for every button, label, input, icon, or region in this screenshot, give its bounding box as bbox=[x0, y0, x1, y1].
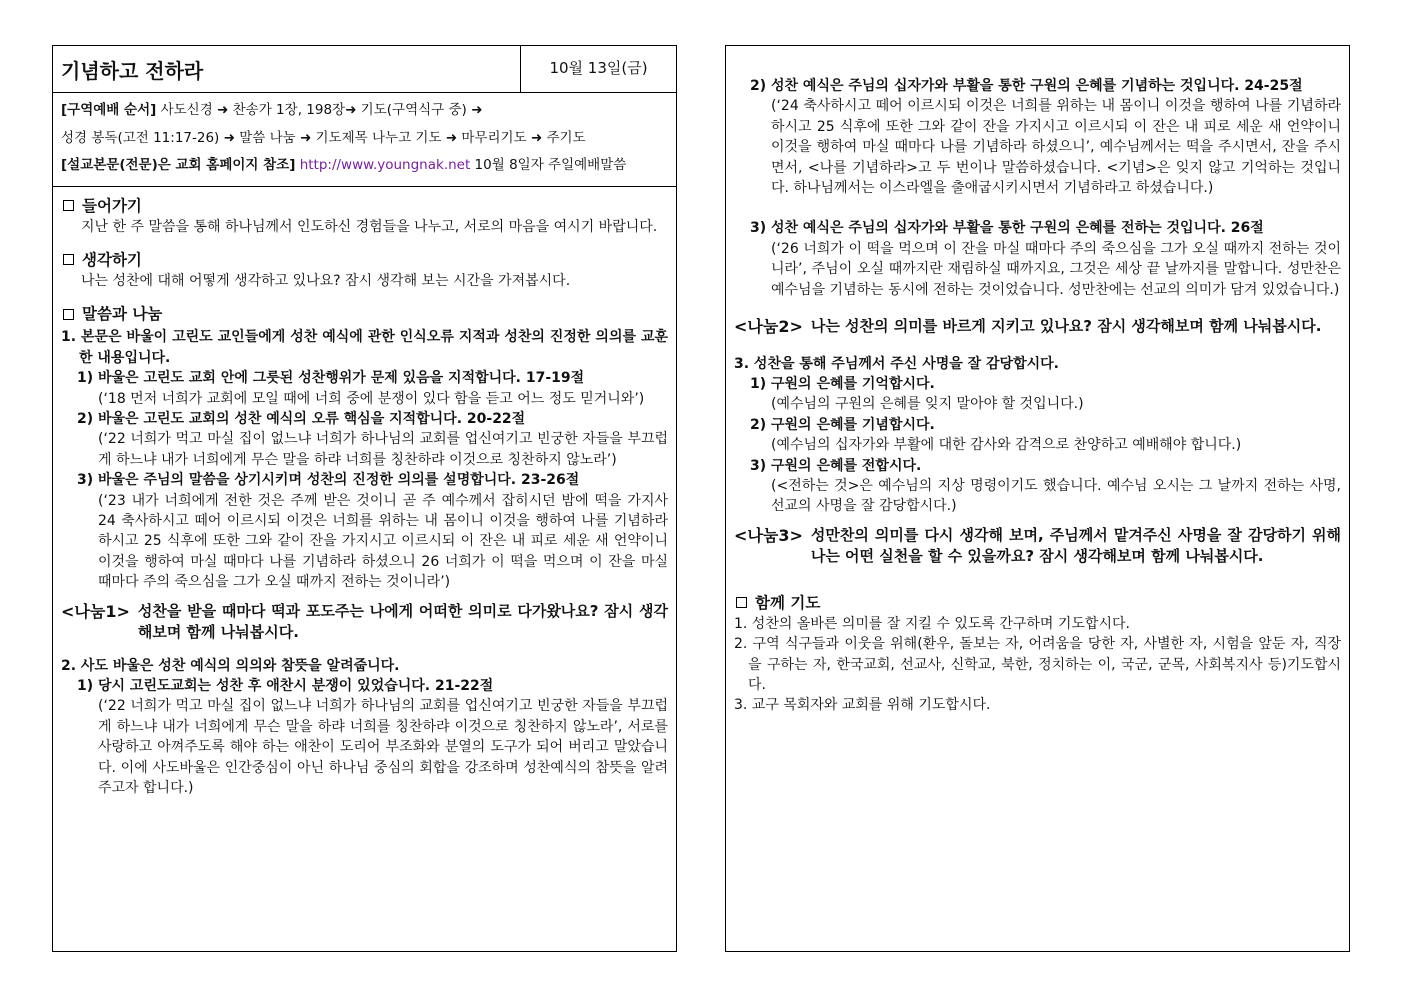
order-label: [구역예배 순서] bbox=[61, 102, 157, 118]
checkbox-square-icon bbox=[63, 200, 74, 211]
prayer-item: 2. 구역 식구들과 이웃을 위해(환우, 돌보는 자, 어려움을 당한 자, 사별한 자, 시험을 앞둔 자, 직장을 구하는 자, 한국교회, 선교사, 신학교, 북한, 정치하는 이, 국군, 군목, 사회복지사 등)기도합시다. bbox=[734, 636, 1341, 694]
section-heading: 생각하기 bbox=[61, 249, 668, 271]
think-text: 나는 성찬에 대해 어떻게 생각하고 있나요? 잠시 생각해 보는 시간을 가져봅시다. bbox=[81, 272, 571, 289]
share-label: <나눔3> bbox=[734, 525, 803, 545]
point-3-1: 1) 구원의 은혜를 기억합시다. bbox=[750, 375, 935, 392]
page-title: 기념하고 전하라 bbox=[61, 59, 204, 83]
point-2-2: 2) 성찬 예식은 주님의 십자가와 부활을 통한 구원의 은혜를 기념하는 것입니다. 24-25절 bbox=[750, 78, 1303, 94]
prayer-item: 3. 교구 목회자와 교회를 위해 기도합시다. bbox=[734, 697, 991, 714]
section-heading: 함께 기도 bbox=[734, 592, 1341, 614]
worship-order bbox=[53, 93, 676, 187]
quote-1-2: (‘22 너희가 먹고 마실 집이 없느냐 너희가 하나님의 교회를 업신여기고 빈궁한 자들을 부끄럽게 하느냐 내가 너희에게 무슨 말을 하랴 너희를 칭찬하랴 이것으로 칭찬하지 않노라’) bbox=[98, 431, 668, 468]
order-line-1 bbox=[61, 97, 668, 125]
point-3: 3. 성찬을 통해 주님께서 주신 사명을 잘 감당합시다. bbox=[734, 355, 1059, 372]
checkbox-square-icon bbox=[63, 309, 74, 320]
homepage-link[interactable]: http://www.youngnak.net bbox=[299, 157, 471, 173]
order-line-3 bbox=[61, 152, 668, 180]
share-2 bbox=[734, 316, 1341, 338]
right-content bbox=[726, 46, 1349, 716]
order-steps: 사도신경 ➜ 찬송가 1장, 198장➜ 기도(구역식구 중) ➜ bbox=[156, 102, 483, 118]
share-text: 성찬을 받을 때마다 떡과 포도주는 나에게 어떠한 의미로 다가왔나요? 잠시 생각해보며 함께 나눠봅시다. bbox=[137, 601, 668, 642]
section-heading: 들어가기 bbox=[61, 195, 668, 217]
right-column bbox=[725, 45, 1350, 952]
quote-1-3: (‘23 내가 너희에게 전한 것은 주께 받은 것이니 곧 주 예수께서 잡히시던 밤에 떡을 가지사 24 축사하시고 떼어 이르시되 이것은 너희를 위하는 내 몸이니 이것을 행하여 나를 기념하라 하시고 25 식후에 또한 그와 같이 잔을 가지시고 이르시되 이 잔은 내 피로 세운 새 언약이니 이것을 행하여 마실 때마다 나를 기념하라 하셨으니 26 너희가 이 떡을 먹으며 이 잔을 마실 때마다 주의 죽으심을 그가 오실 때까지 전하는 것이니라’) bbox=[98, 492, 668, 591]
header bbox=[53, 46, 676, 93]
point-3-2: 2) 구원의 은혜를 기념합시다. bbox=[750, 416, 935, 433]
left-content bbox=[53, 187, 676, 799]
point-2-1: 1) 당시 고린도교회는 성찬 후 애찬시 분쟁이 있었습니다. 21-22절 bbox=[77, 678, 494, 694]
point-1-3: 3) 바울은 주님의 말씀을 상기시키며 성찬의 진정한 의의를 설명합니다. 23-26절 bbox=[77, 472, 580, 489]
share-label: <나눔1> bbox=[61, 601, 130, 621]
quote-3-3: (<전하는 것>은 예수님의 지상 명령이기도 했습니다. 예수님 오시는 그 날까지 전하는 사명, 선교의 사명을 잘 감당합시다.) bbox=[771, 478, 1341, 515]
quote-1-1: (‘18 먼저 너희가 교회에 모일 때에 너희 중에 분쟁이 있다 함을 듣고 어느 정도 믿거니와’) bbox=[98, 390, 645, 407]
share-label: <나눔2> bbox=[734, 317, 803, 337]
sermon-label: [설교본문(전문)은 교회 홈페이지 참조] bbox=[61, 157, 296, 173]
sermon-date: 10월 8일자 주일예배말씀 bbox=[470, 157, 627, 173]
quote-3-1: (예수님의 구원의 은혜를 잊지 말아야 할 것입니다.) bbox=[771, 396, 1084, 413]
point-1: 1. 본문은 바울이 고린도 교인들에게 성찬 예식에 관한 인식오류 지적과 성찬의 진정한 의의를 교훈한 내용입니다. bbox=[61, 329, 668, 366]
left-column bbox=[52, 45, 677, 952]
prayer-item: 1. 성찬의 올바른 의미를 잘 지킬 수 있도록 간구하며 기도합시다. bbox=[734, 615, 1130, 632]
share-3 bbox=[734, 525, 1341, 568]
share-1 bbox=[61, 601, 668, 644]
quote-3-2: (예수님의 십자가와 부활에 대한 감사와 감격으로 찬양하고 예배해야 합니다.) bbox=[771, 437, 1242, 454]
quote-2-2: (‘24 축사하시고 떼어 이르시되 이것은 너희를 위하는 내 몸이니 이것을 행하여 나를 기념하라 하시고 25 식후에 또한 그와 같이 잔을 가지시고 이르시되 이 잔은 내 피로 세운 새 언약이니 이것을 행하여 마실 때마다 나를 기념하라 하셨으니’, 예수님께서는 떡을 주시면서, 잔을 주시면서, <나를 기념하라>고 두 번이나 말씀하셨습니다. <기념>은 잊지 않고 기억하는 것입니다. 하나님께서는 이스라엘을 출애굽시키시면서 기념하라고 하셨습니다.) bbox=[771, 98, 1341, 197]
checkbox-square-icon bbox=[63, 254, 74, 265]
order-line-2: 성경 봉독(고전 11:17-26) ➜ 말씀 나눔 ➜ 기도제목 나누고 기도 ➜ 마무리기도 ➜ 주기도 bbox=[61, 129, 586, 146]
section-heading: 말씀과 나눔 bbox=[61, 303, 668, 325]
point-3-3: 3) 구원의 은혜를 전합시다. bbox=[750, 457, 922, 474]
quote-2-1: (‘22 너희가 먹고 마실 집이 없느냐 너희가 하나님의 교회를 업신여기고 빈궁한 자들을 부끄럽게 하느냐 내가 너희에게 무슨 말을 하랴 너희를 칭찬하랴 이것으로 칭찬하지 않노라’, 서로를 사랑하고 아껴주도록 해야 하는 애찬이 도리어 부조화와 분열의 도구가 되어 버리고 말았습니다. 이에 사도바울은 인간중심이 아닌 하나님 중심의 회합을 강조하며 성찬예식의 참뜻을 알려주고자 합니다.) bbox=[98, 698, 668, 797]
date-cell: 10월 13일(금) bbox=[520, 46, 676, 92]
intro-text: 지난 한 주 말씀을 통해 하나님께서 인도하신 경험들을 나누고, 서로의 마음을 여시기 바랍니다. bbox=[81, 218, 658, 235]
point-2-3: 3) 성찬 예식은 주님의 십자가와 부활을 통한 구원의 은혜를 전하는 것입니다. 26절 bbox=[750, 220, 1264, 237]
point-2: 2. 사도 바울은 성찬 예식의 의의와 참뜻을 알려줍니다. bbox=[61, 657, 400, 674]
checkbox-square-icon bbox=[736, 597, 747, 608]
quote-2-3: (‘26 너희가 이 떡을 먹으며 이 잔을 마실 때마다 주의 죽으심을 그가 오실 때까지 전하는 것이니라’, 주님이 오실 때까지란 재림하실 때까지요, 그것은 세상 끝 날까지를 말합니다. 성만찬은 예수님을 기념하는 동시에 전하는 것이었습니다. 성만찬에는 선교의 의미가 담겨 있었습니다.) bbox=[771, 240, 1341, 298]
share-text: 성만찬의 의미를 다시 생각해 보며, 주님께서 맡겨주신 사명을 잘 감당하기 위해 나는 어떤 실천을 할 수 있을까요? 잠시 생각해보며 함께 나눠봅시다. bbox=[810, 525, 1341, 566]
point-1-1: 1) 바울은 고린도 교회 안에 그릇된 성찬행위가 문제 있음을 지적합니다. 17-19절 bbox=[77, 370, 585, 387]
share-text: 나는 성찬의 의미를 바르게 지키고 있나요? 잠시 생각해보며 함께 나눠봅시다. bbox=[810, 317, 1322, 336]
point-1-2: 2) 바울은 고린도 교회의 성찬 예식의 오류 핵심을 지적합니다. 20-22절 bbox=[77, 410, 526, 427]
